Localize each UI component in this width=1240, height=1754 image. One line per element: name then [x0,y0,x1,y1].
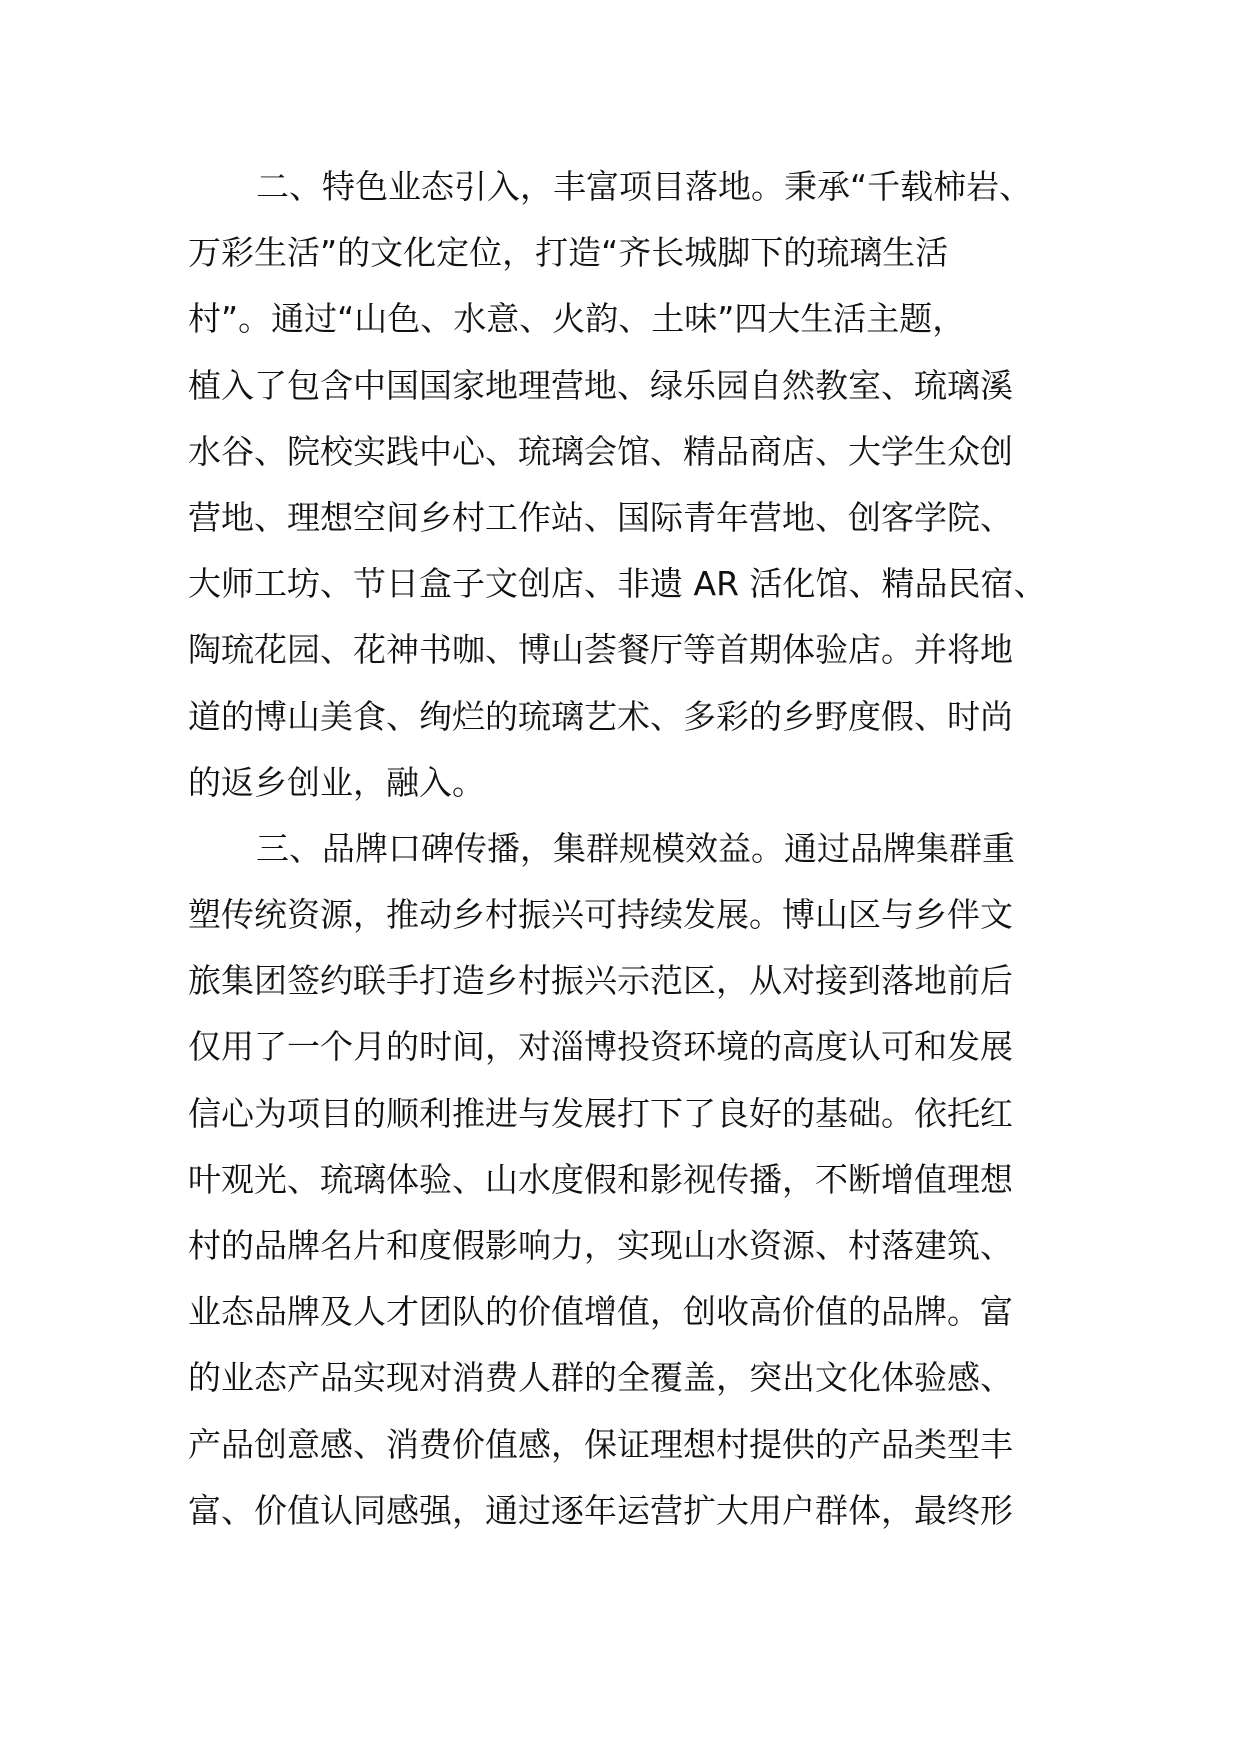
paragraph-line: 二、特色业态引入，丰富项目落地。秉承“千载柿岩、 [256,167,1033,206]
paragraph-section-2 [188,154,1068,816]
paragraph-line: 大师工坊、节日盒子文创店、非遗 AR 活化馆、精品民宿、 [188,564,1047,604]
paragraph-line: 村”。通过“山色、水意、火韵、土味”四大生活主题， [188,299,966,339]
paragraph-line: 的返乡创业，融入。 [188,762,485,802]
paragraph-line: 营地、理想空间乡村工作站、国际青年营地、创客学院、 [188,497,1013,537]
paragraph-line: 产品创意感、消费价值感，保证理想村提供的产品类型丰 [188,1424,1013,1464]
paragraph-line: 三、品牌口碑传播，集群规模效益。通过品牌集群重 [256,828,1015,868]
paragraph-line: 旅集团签约联手打造乡村振兴示范区，从对接到落地前后 [188,961,1013,1001]
paragraph-line: 业态品牌及人才团队的价值增值，创收高价值的品牌。富 [188,1292,1013,1332]
paragraph-line: 富、价值认同感强，通过逐年运营扩大用户群体，最终形 [188,1490,1013,1530]
paragraph-line: 水谷、院校实践中心、琉璃会馆、精品商店、大学生众创 [188,431,1013,471]
paragraph-section-3 [188,816,1068,1544]
paragraph-line: 村的品牌名片和度假影响力，实现山水资源、村落建筑、 [188,1226,1013,1265]
paragraph-line: 塑传统资源，推动乡村振兴可持续发展。博山区与乡伴文 [188,895,1013,935]
document-body [188,154,1068,1544]
paragraph-line: 植入了包含中国国家地理营地、绿乐园自然教室、琉璃溪 [188,365,1013,405]
paragraph-line: 的业态产品实现对消费人群的全覆盖，突出文化体验感、 [188,1358,1013,1398]
paragraph-line: 道的博山美食、绚烂的琉璃艺术、多彩的乡野度假、时尚 [188,696,1013,736]
paragraph-line: 万彩生活”的文化定位，打造“齐长城脚下的琉璃生活 [188,233,949,273]
paragraph-line: 信心为项目的顺利推进与发展打下了良好的基础。依托红 [188,1093,1013,1133]
paragraph-line: 叶观光、琉璃体验、山水度假和影视传播，不断增值理想 [188,1159,1013,1199]
paragraph-line: 仅用了一个月的时间，对淄博投资环境的高度认可和发展 [188,1027,1013,1067]
paragraph-line: 陶琉花园、花神书咖、博山荟餐厅等首期体验店。并将地 [188,630,1013,670]
